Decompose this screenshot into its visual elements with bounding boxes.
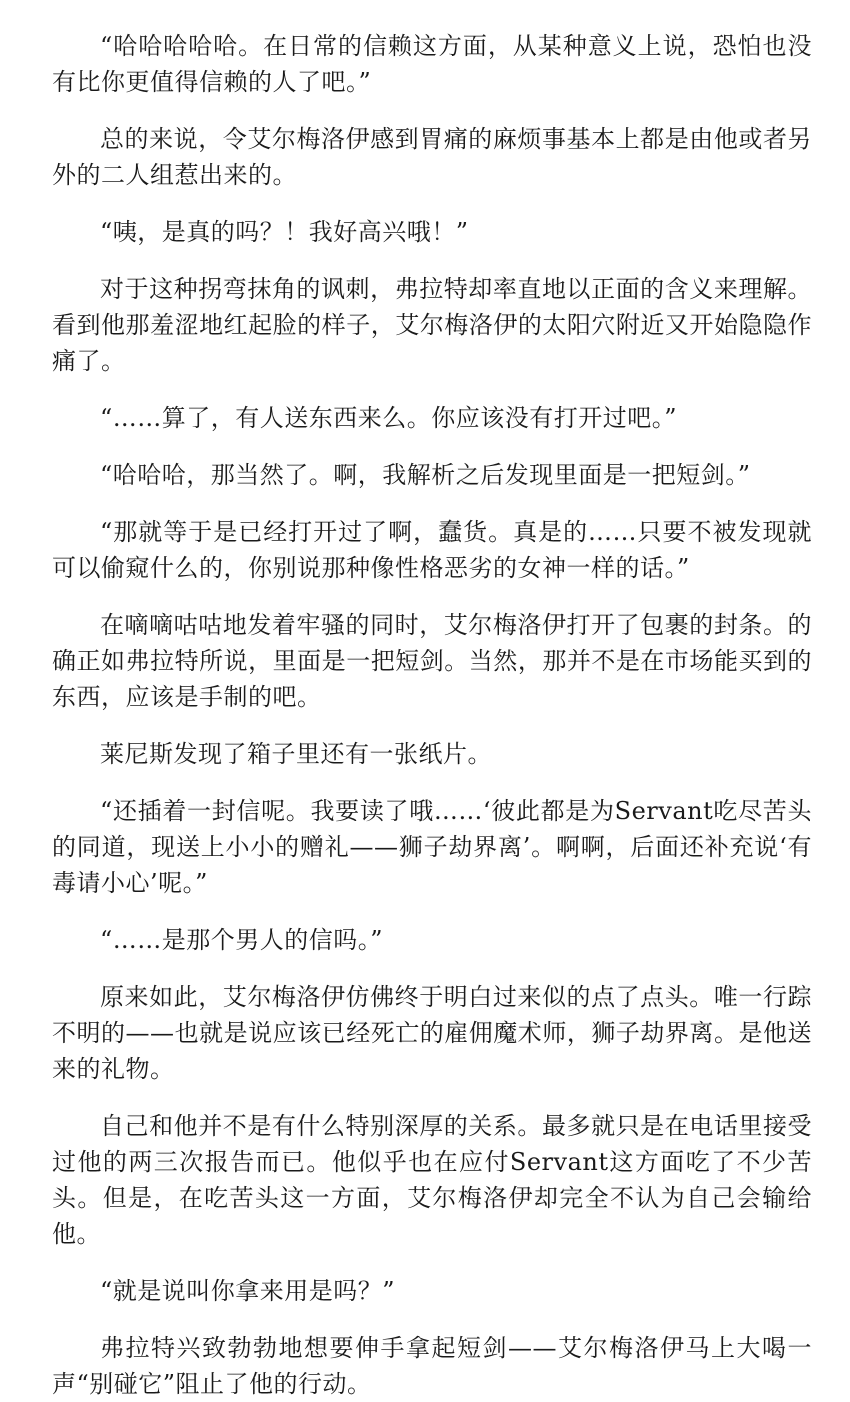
paragraph: 在嘀嘀咕咕地发着牢骚的同时，艾尔梅洛伊打开了包裹的封条。的确正如弗拉特所说，里面是一把短剑。当然，那并不是在市场能买到的东西，应该是手制的吧。 (52, 611, 812, 711)
paragraph: “……算了，有人送东西来么。你应该没有打开过吧。” (100, 404, 678, 432)
paragraph: “就是说叫你拿来用是吗？” (100, 1277, 396, 1305)
paragraph: “哈哈哈哈哈。在日常的信赖这方面，从某种意义上说，恐怕也没有比你更值得信赖的人了吧。” (52, 32, 812, 96)
paragraph: “咦，是真的吗？！我好高兴哦！” (100, 218, 469, 246)
page-body (52, 28, 812, 1398)
paragraph: 对于这种拐弯抹角的讽刺，弗拉特却率直地以正面的含义来理解。看到他那羞涩地红起脸的样子，艾尔梅洛伊的太阳穴附近又开始隐隐作痛了。 (52, 275, 812, 375)
paragraph: 自己和他并不是有什么特别深厚的关系。最多就只是在电话里接受过他的两三次报告而已。他似乎也在应付Servant这方面吃了不少苦头。但是，在吃苦头这一方面，艾尔梅洛伊却完全不认为自己会输给他。 (52, 1112, 812, 1248)
paragraph: “那就等于是已经打开过了啊，蠢货。真是的……只要不被发现就可以偷窥什么的，你别说那种像性格恶劣的女神一样的话。” (52, 518, 812, 582)
paragraph: “还插着一封信呢。我要读了哦……‘彼此都是为Servant吃尽苦头的同道，现送上小小的赠礼——狮子劫界离’。啊啊，后面还补充说‘有毒请小心’呢。” (52, 797, 812, 897)
paragraph: 原来如此，艾尔梅洛伊仿佛终于明白过来似的点了点头。唯一行踪不明的——也就是说应该已经死亡的雇佣魔术师，狮子劫界离。是他送来的礼物。 (52, 983, 812, 1083)
paragraph: 总的来说，令艾尔梅洛伊感到胃痛的麻烦事基本上都是由他或者另外的二人组惹出来的。 (52, 125, 812, 189)
paragraph: “哈哈哈，那当然了。啊，我解析之后发现里面是一把短剑。” (100, 461, 751, 489)
paragraph: 莱尼斯发现了箱子里还有一张纸片。 (100, 740, 492, 768)
paragraph: “……是那个男人的信吗。” (100, 926, 384, 954)
paragraph: 弗拉特兴致勃勃地想要伸手拿起短剑——艾尔梅洛伊马上大喝一声“别碰它”阻止了他的行动。 (52, 1334, 812, 1398)
